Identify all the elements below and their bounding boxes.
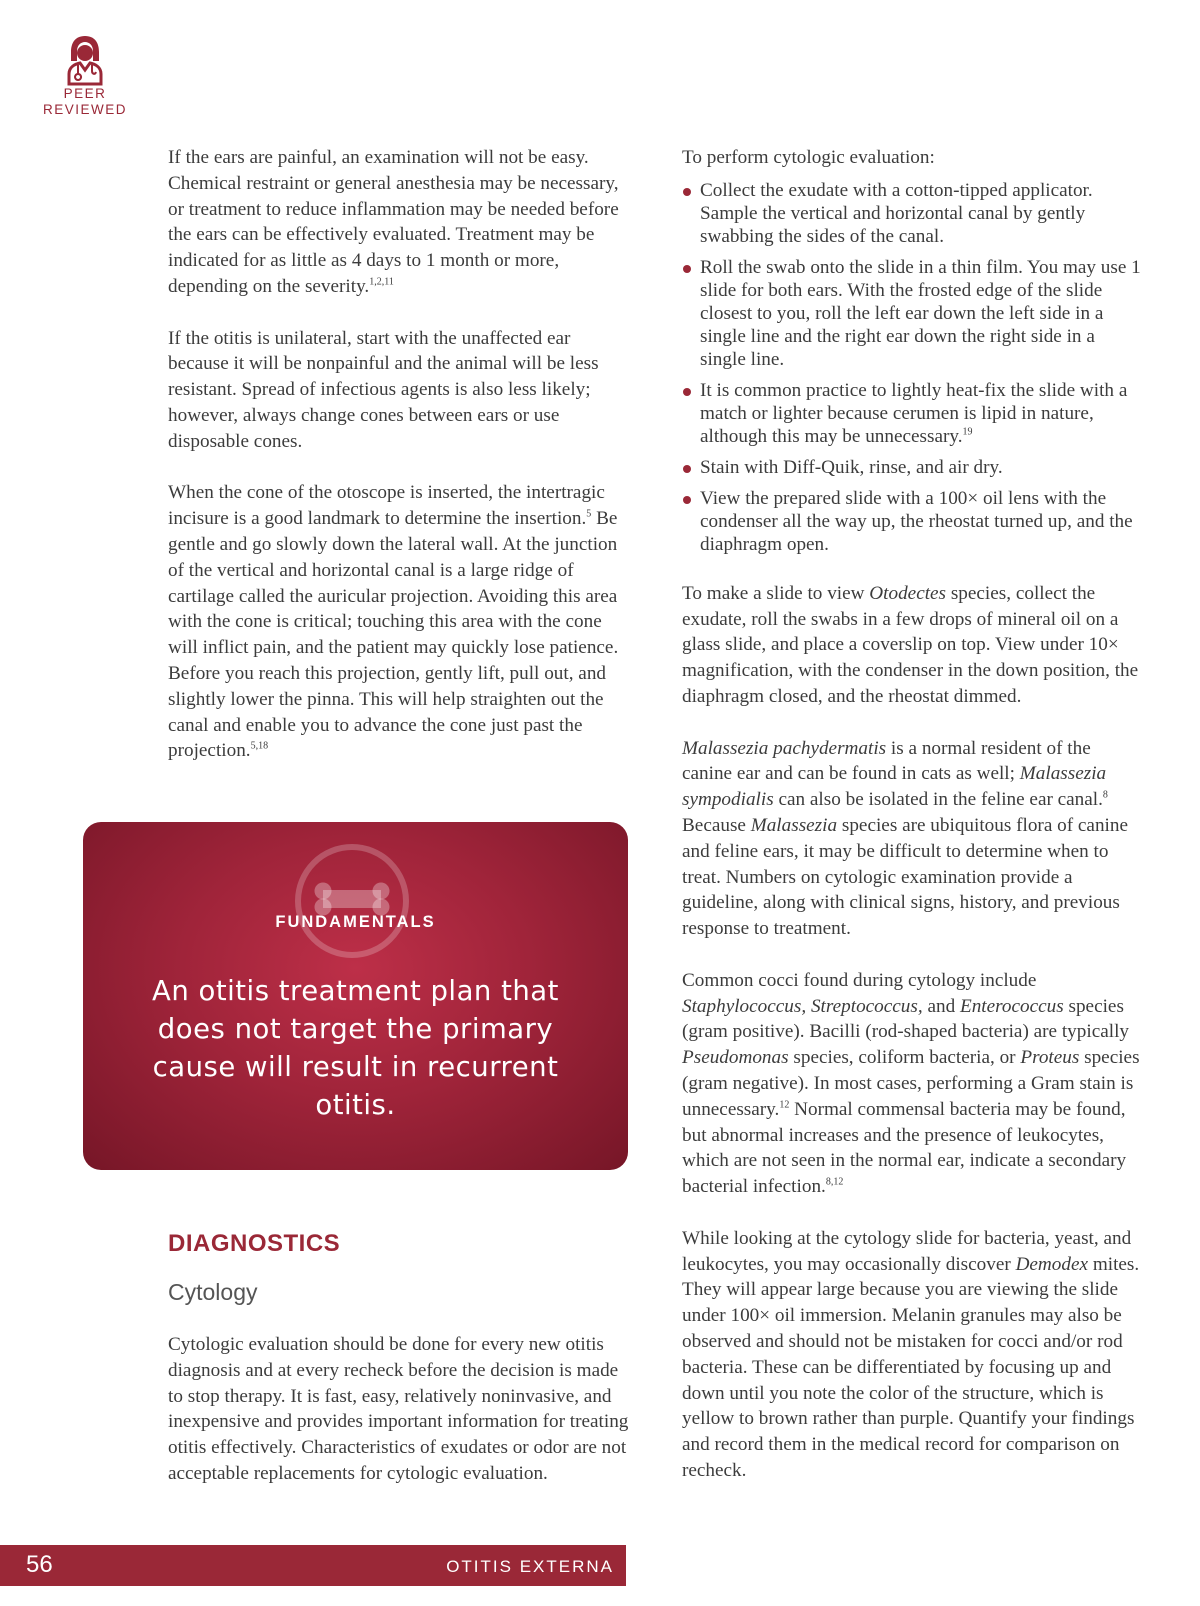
- cytology-intro: To perform cytologic evaluation:: [682, 147, 935, 168]
- otodectes-paragraph: To make a slide to view Otodectes species, collect the exudate, roll the swabs in a few drops of mineral oil on a glass slide, and place a coverslip on top. View under 10× magnification, with the condenser in the down position, the diaphragm closed, and the rheostat dimmed.: [682, 582, 1139, 707]
- cytology-paragraph: Cytologic evaluation should be done for every new otitis diagnosis and at every recheck before the decision is made to stop therapy. It is fast, easy, relatively noninvasive, and inexpensive and provides important information for treating otitis effectively. Characteristics of exudates or odor are not acceptable replacements for cytologic evaluation.: [168, 1334, 629, 1484]
- procedure-step-5: View the prepared slide with a 100× oil lens with the condenser all the way up, the rheostat turned up, and the diaphragm open.: [682, 487, 1144, 556]
- left-paragraph-3: When the cone of the otoscope is inserted, the intertragic incisure is a good landmark to determine the insertion.$^5$ Be gentle and go slowly down the lateral wall. At the junction of the vertical and horizontal canal is a large ridge of cartilage called the auricular projection. Avoiding this area with the cone is critical; touching this area with the cone will inflict pain, and the patient may quickly lose patience. Before you reach this projection, gently lift, pull out, and slightly lower the pinna. This will help straighten out the canal and enable you to advance the cone just past the projection.$^{5,18}$: [168, 482, 619, 762]
- doctor-icon: [65, 34, 105, 86]
- left-paragraph-1: If the ears are painful, an examination will not be easy. Chemical restraint or general anesthesia may be necessary, or treatment to reduce inflammation may be needed before the ears can be effectively evaluated. Treatment may be indicated for as little as 4 days to 1 month or more, depending on the severity.$^{1,2,11}$: [168, 147, 619, 297]
- page-footer: [0, 1545, 626, 1586]
- procedure-step-1: Collect the exudate with a cotton-tipped applicator. Sample the vertical and horizontal canal by gently swabbing the sides of the canal.: [682, 179, 1144, 248]
- right-column: [682, 145, 1144, 1509]
- fundamentals-callout: [83, 822, 628, 1170]
- peer-reviewed-badge: [38, 34, 132, 118]
- cytology-subheading: Cytology: [168, 1279, 258, 1305]
- badge-line-1: PEER: [63, 86, 107, 101]
- fundamentals-quote: An otitis treatment plan that does not target the primary cause will result in recurrent otitis.: [152, 975, 559, 1121]
- bone-icon: [313, 882, 391, 916]
- page-number: 56: [26, 1551, 53, 1578]
- cytology-section: [168, 1332, 630, 1513]
- section-title: OTITIS EXTERNA: [446, 1557, 614, 1576]
- bacteria-paragraph: Common cocci found during cytology include Staphylococcus, Streptococcus, and Enterococcus species (gram positive). Bacilli (rod-shaped bacteria) are typically Pseudomonas species, coliform bacteria, or Proteus species (gram negative). In most cases, performing a Gram stain is unnecessary.$^{12}$ Normal commensal bacteria may be found, but abnormal increases and the presence of leukocytes, which are not seen in the normal ear, indicate a secondary bacterial infection.$^{8,12}$: [682, 969, 1140, 1198]
- left-column: [168, 145, 630, 790]
- left-paragraph-2: If the otitis is unilateral, start with the unaffected ear because it will be nonpainful and the animal will be less resistant. Spread of infectious agents is also less likely; however, always change cones between ears or use disposable cones.: [168, 327, 599, 452]
- diagnostics-heading: DIAGNOSTICS: [168, 1230, 341, 1257]
- demodex-paragraph: While looking at the cytology slide for bacteria, yeast, and leukocytes, you may occasionally discover Demodex mites. They will appear large because you are viewing the slide under 100× oil immersion. Melanin granules may also be observed and should not be mistaken for cocci and/or rod bacteria. These can be differentiated by focusing up and down until you note the color of the structure, which is yellow to brown rather than purple. Quantify your findings and record them in the medical record for comparison on recheck.: [682, 1227, 1140, 1481]
- procedure-list: [682, 179, 1144, 556]
- procedure-step-4: Stain with Diff-Quik, rinse, and air dry.: [682, 456, 1144, 479]
- procedure-step-3: It is common practice to lightly heat-fix the slide with a match or lighter because cerumen is lipid in nature, although this may be unnecessary.$^{19}$: [682, 379, 1144, 448]
- fundamentals-label: FUNDAMENTALS: [275, 913, 436, 931]
- procedure-step-2: Roll the swab onto the slide in a thin film. You may use 1 slide for both ears. With the frosted edge of the slide closest to you, roll the left ear down the left side in a single line and the right ear down the right side in a single line.: [682, 256, 1144, 371]
- malassezia-paragraph: Malassezia pachydermatis is a normal resident of the canine ear and can be found in cats as well; Malassezia sympodialis can also be isolated in the feline ear canal.$^8$ Because Malassezia species are ubiquitous flora of canine and feline ears, it may be difficult to determine when to treat. Numbers on cytologic examination provide a guideline, along with clinical signs, history, and previous response to treatment.: [682, 737, 1128, 940]
- badge-line-2: REVIEWED: [42, 102, 127, 117]
